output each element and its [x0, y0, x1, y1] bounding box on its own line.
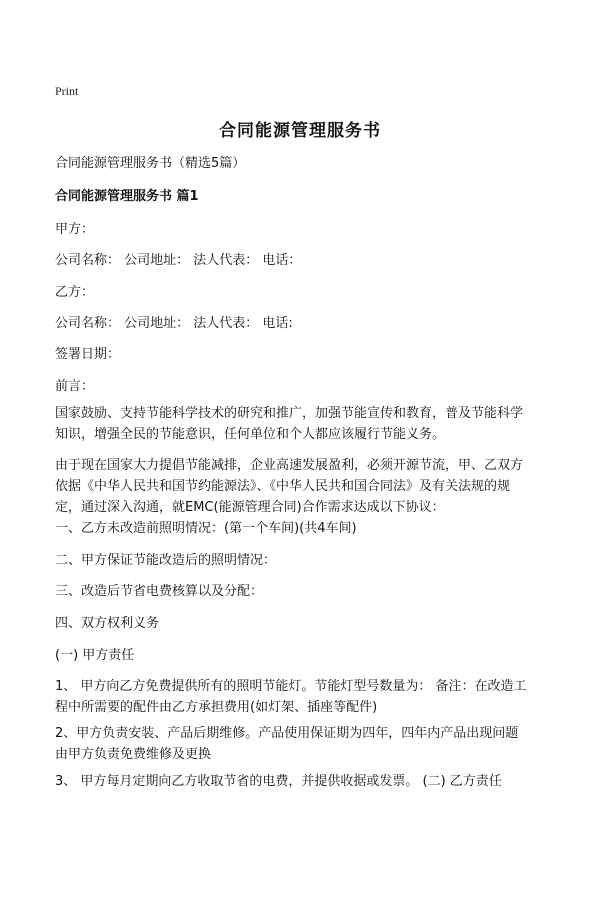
document-title: 合同能源管理服务书 — [219, 121, 381, 141]
responsibility-item-3: 3、 甲方每月定期向乙方收取节省的电费，并提供收据或发票。 (二) 乙方责任 — [55, 774, 502, 789]
party-b-label: 乙方： — [55, 285, 95, 300]
preface-paragraph: 国家鼓励、支持节能科学技术的研究和推广，加强节能宣传和教育，普及节能科学 知识，增强全民的节能意识，任何单位和个人都应该履行节能义务。 — [55, 406, 524, 442]
print-label: Print — [55, 84, 79, 98]
clause-four: 四、双方权利义务 — [55, 616, 160, 631]
party-a-responsibility-heading: (一) 甲方责任 — [55, 648, 135, 663]
party-b-company-info: 公司名称： 公司地址： 法人代表： 电话: — [55, 316, 293, 331]
party-a-company-info: 公司名称： 公司地址： 法人代表： 电话： — [55, 253, 302, 268]
clause-two: 二、甲方保证节能改造后的照明情况： — [55, 553, 277, 568]
preface-label: 前言： — [55, 379, 95, 394]
clause-one: 一、乙方未改造前照明情况：(第一个车间)(共4车间) — [55, 521, 357, 536]
party-a-label: 甲方： — [55, 222, 95, 237]
responsibility-item-1: 1、 甲方向乙方免费提供所有的照明节能灯。节能灯型号数量为： 备注：在改造工 程中所需要的配件由乙方承担费用(如灯架、插座等配件) — [55, 679, 527, 715]
clause-three: 三、改造后节省电费核算以及分配： — [55, 584, 264, 599]
section-heading: 合同能源管理服务书 篇1 — [55, 189, 199, 204]
agreement-intro-paragraph: 由于现在国家大力提倡节能减排，企业高速发展盈利，必须开源节流，甲、乙双方 依据《中华人民共和国节约能源法》、《中华人民共和国合同法》及有关法规的规 定，通过深入沟通，就EMC(能源管理合同)合作需求达成以下协议： — [55, 458, 524, 515]
signing-date: 签署日期： — [55, 347, 121, 362]
document-subtitle: 合同能源管理服务书（精选5篇） — [55, 156, 246, 171]
responsibility-item-2: 2、甲方负责安装、产品后期维修。产品使用保证期为四年，四年内产品出现问题 由甲方负责免费维修及更换 — [55, 726, 519, 762]
